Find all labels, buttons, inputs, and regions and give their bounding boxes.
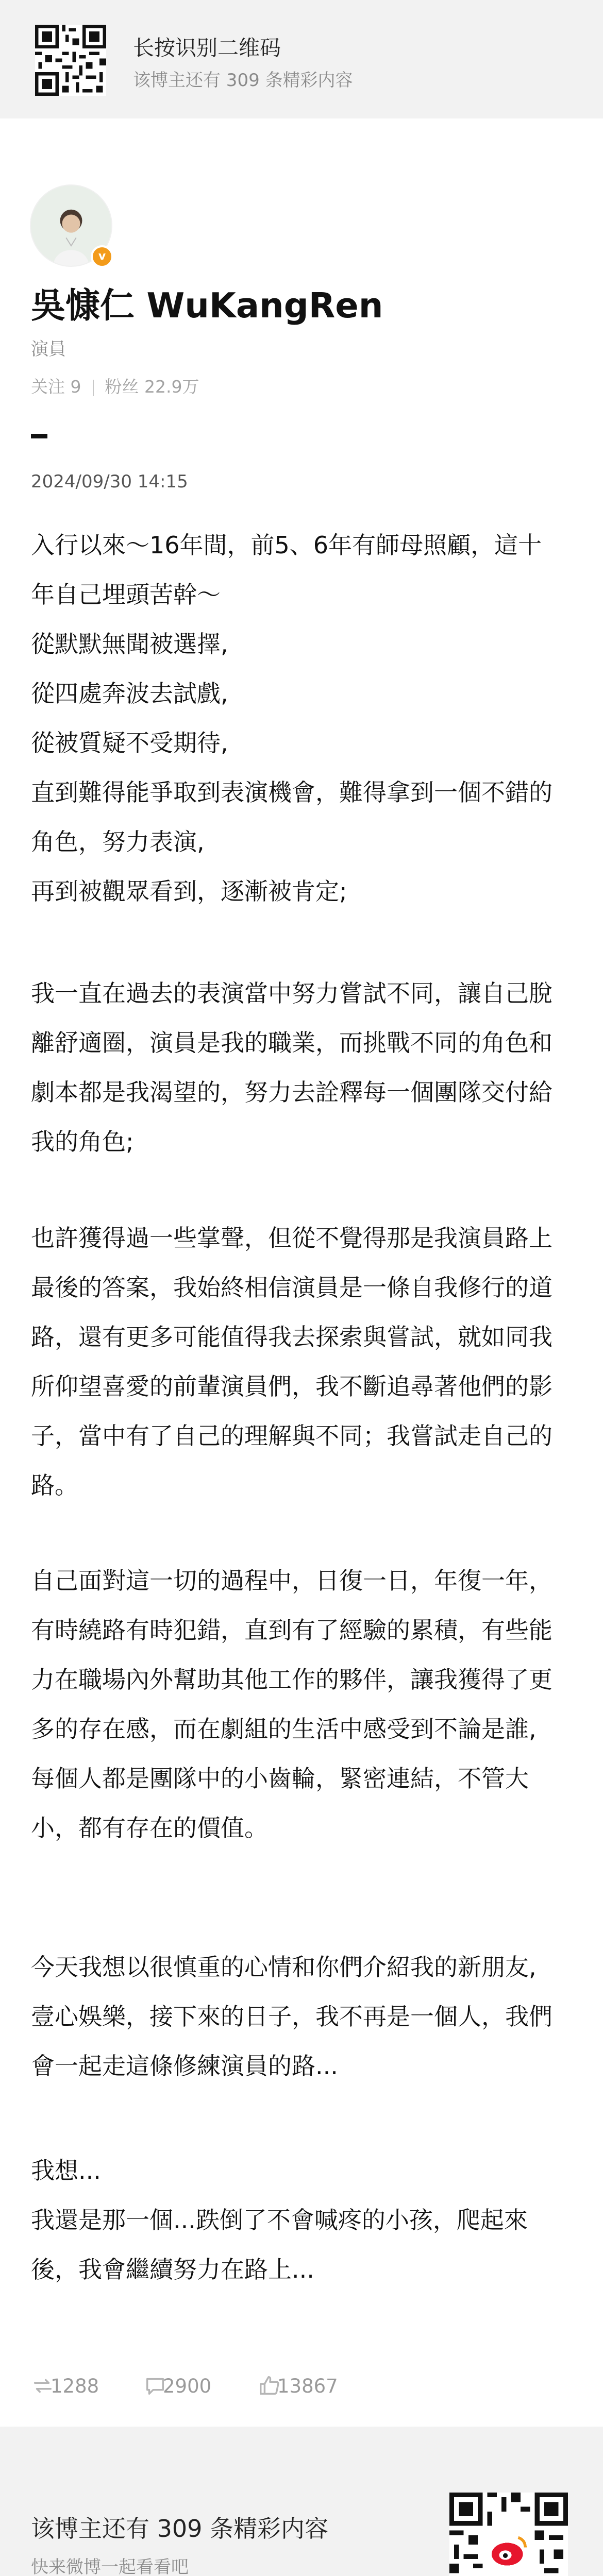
post-line: 最後的答案，我始終相信演員是一條自我修行的道 <box>31 1274 552 1301</box>
verified-badge-icon: v <box>91 245 113 268</box>
post-line: 我還是那一個...跌倒了不會喊疼的小孩，爬起來 <box>31 2206 528 2234</box>
post-line: 每個人都是團隊中的小齒輪，緊密連結，不管大 <box>31 1765 529 1792</box>
post-line: 多的存在感，而在劇組的生活中感受到不論是誰, <box>31 1715 537 1743</box>
post-paragraph <box>31 1213 577 1510</box>
post-line: 今天我想以很慎重的心情和你們介紹我的新朋友, <box>31 1953 537 1981</box>
footer-card[interactable] <box>0 2427 603 2576</box>
post-line: 入行以來～16年間，前5、6年有師母照顧，這十 <box>31 531 542 559</box>
post-line: 會一起走這條修練演員的路... <box>31 2052 338 2080</box>
banner-subtitle: 该博主还有 309 条精彩内容 <box>133 70 353 91</box>
post-line: 我想... <box>31 2157 101 2184</box>
section-divider <box>31 434 47 438</box>
weibo-qr-code-icon[interactable] <box>449 2493 568 2576</box>
post-line: 有時繞路有時犯錯，直到有了經驗的累積，有些能 <box>31 1616 552 1644</box>
post-paragraph <box>31 1556 577 1853</box>
footer-subtitle: 快来微博一起看看吧 <box>31 2557 189 2576</box>
repost-count: 1288 <box>51 2375 99 2397</box>
post-line: 從四處奔波去試戲, <box>31 680 228 707</box>
post-line: 力在職場內外幫助其他工作的夥伴，讓我獲得了更 <box>31 1666 552 1693</box>
qr-banner[interactable] <box>0 0 603 118</box>
post-line: 後，我會繼續努力在路上... <box>31 2256 314 2283</box>
post-line: 離舒適圈，演員是我的職業，而挑戰不同的角色和 <box>31 1029 552 1057</box>
post-line: 小，都有存在的價值。 <box>31 1814 268 1842</box>
qr-code-icon[interactable] <box>35 25 106 96</box>
comment-button[interactable] <box>143 2365 226 2406</box>
post-line: 角色，努力表演, <box>31 828 205 856</box>
profile-stats <box>31 374 199 398</box>
banner-title: 长按识别二维码 <box>133 36 281 60</box>
post-paragraph <box>31 1942 577 2091</box>
following-count[interactable]: 关注 9 <box>31 377 81 397</box>
followers-count[interactable]: 粉丝 22.9万 <box>105 377 199 397</box>
post-line: 年自己埋頭苦幹～ <box>31 581 221 608</box>
post-date: 2024/09/30 14:15 <box>31 471 188 492</box>
post-line: 路。 <box>31 1471 78 1499</box>
post-line: 我的角色; <box>31 1128 134 1156</box>
like-count: 13867 <box>277 2375 338 2397</box>
comment-count: 2900 <box>163 2375 212 2397</box>
post-line: 壹心娛樂，接下來的日子，我不再是一個人，我們 <box>31 2003 552 2030</box>
post-line: 自己面對這一切的過程中，日復一日，年復一年， <box>31 1567 552 1595</box>
post-line: 再到被觀眾看到，逐漸被肯定; <box>31 877 347 905</box>
stats-divider <box>93 380 94 396</box>
post-line: 我一直在過去的表演當中努力嘗試不同，讓自己脫 <box>31 979 552 1007</box>
post-line: 路，還有更多可能值得我去探索與嘗試，就如同我 <box>31 1323 552 1351</box>
post-line: 從被質疑不受期待, <box>31 729 228 757</box>
like-button[interactable] <box>258 2365 356 2406</box>
repost-button[interactable] <box>31 2365 108 2406</box>
post-paragraph <box>31 969 577 1166</box>
post-line: 劇本都是我渴望的，努力去詮釋每一個團隊交付給 <box>31 1078 552 1106</box>
post-line: 所仰望喜愛的前輩演員們，我不斷追尋著他們的影 <box>31 1372 552 1400</box>
post-paragraph <box>31 520 577 916</box>
post-line: 也許獲得過一些掌聲，但從不覺得那是我演員路上 <box>31 1224 552 1252</box>
footer-title: 该博主还有 309 条精彩内容 <box>31 2515 329 2543</box>
post-line: 子，當中有了自己的理解與不同；我嘗試走自己的 <box>31 1422 552 1450</box>
profile-name[interactable]: 吳慷仁 WuKangRen <box>31 285 383 326</box>
post-paragraph <box>31 2146 577 2294</box>
profile-role: 演員 <box>31 339 66 360</box>
post-line: 從默默無聞被選擇, <box>31 630 228 658</box>
post-line: 直到難得能爭取到表演機會，難得拿到一個不錯的 <box>31 778 552 806</box>
